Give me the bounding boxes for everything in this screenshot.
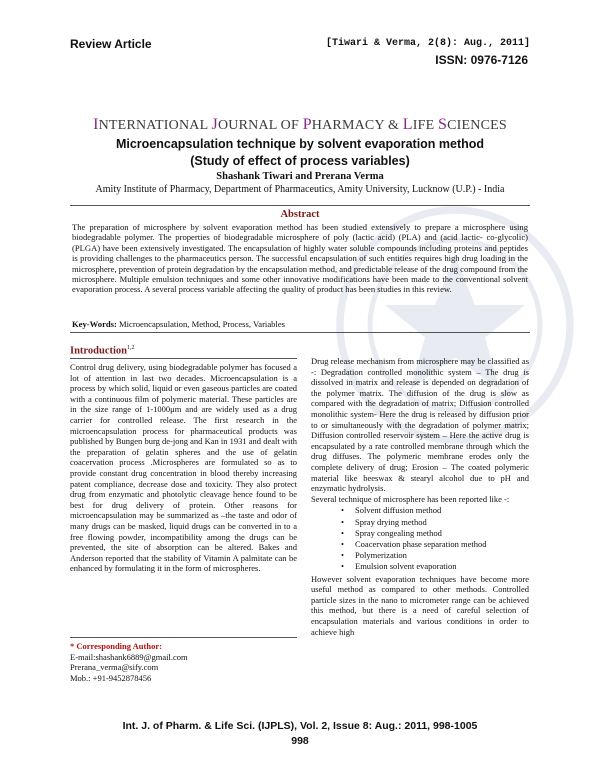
- journal-name-part: IFE: [412, 118, 439, 133]
- article-type: Review Article: [70, 37, 152, 51]
- footer-citation: Int. J. of Pharm. & Life Sci. (IJPLS), Vol. 2, Issue 8: Aug.: 2011, 998-1005: [122, 720, 478, 732]
- journal-name-cap: P: [302, 116, 312, 133]
- list-item: • Spray congealing method: [341, 528, 529, 539]
- citation: [Tiwari & Verma, 2(8): Aug., 2011]: [325, 38, 530, 49]
- journal-name-part: HARMACY &: [311, 118, 403, 133]
- list-item: • Spray drying method: [341, 517, 529, 528]
- methods-list: [311, 505, 529, 572]
- issn: ISSN: 0976-7126: [435, 53, 528, 67]
- journal-name-cap: S: [438, 116, 448, 133]
- corresponding-author-heading: * Corresponding Author:: [70, 641, 162, 651]
- paper-title-line2: (Study of effect of process variables): [190, 154, 410, 168]
- abstract-heading: Abstract: [280, 209, 320, 220]
- journal-name-part: NTERNATIONAL: [98, 118, 212, 133]
- email-link[interactable]: E-mail:shashank6889@gmail.com: [70, 651, 188, 662]
- abstract-text: The preparation of microsphere by solvent evaporation method has been studied extensively to prepare a microsphere using biodegradable polymer. The properties of biodegradable microsphere of poly (lactic acid) (PLA) and (acid lactic- co-glycolic) (PLGA) have been extensively investigated. The encapsulation of highly water soluble compounds including proteins and peptides is providing challenges to the pharmaceutics person. The successful encapsulation of such entities requires high drug loading in the microsphere, prevention of protein degradation by the encapsulation method, and predictable release of the drug compound from the microsphere. Multiple emulsion techniques and some other innovative modifications have been made to the conventional solvent evaporation process. A several process variable affecting the quality of product has been studies in this review.: [72, 222, 528, 295]
- journal-name-part: OURNAL OF: [217, 118, 303, 133]
- list-item: • Coacervation phase separation method: [341, 539, 529, 550]
- introduction-heading-refs: 1,2: [127, 345, 135, 351]
- introduction-heading: [70, 343, 297, 359]
- journal-name-cap: L: [402, 116, 413, 133]
- right-column: [311, 356, 529, 637]
- introduction-text: Control drug delivery, using biodegradable polymer has focused a lot of attention in last two decades. Microencapsulation is a process by which solid, liquid or even gaseous particles are coated with a continuous film of polymeric material. These particles are in the size range of 1-1000μm and are widely used as a drug carrier for controlled release. The first research in the microencapsulation process for pharmaceutical products was published by Bungen burg de-jong and Kan in 1931 and dealt with the preparation of gelatin spheres and the use of gelatin coacervation process .Microspheres are formulated so as to provide constant drug concentration in blood thereby increasing patent compliance, decrease dose and toxicity. They also protect drug from enzymatic and photolytic cleavage hence found to be best for drug delivery of protein. Other reasons for microencapsulation may be summarized as –the taste and odor of many drugs can be masked, liquid drugs can be converted in to a free flowing powder, incompatibility among the drugs can be prevented, the site of absorption can be altered. Bakes and Anderson reported that the stability of Vitamin A palmitate can be enhanced by formulating it in the form of microspheres.: [70, 362, 297, 574]
- authors: Shashank Tiwari and Prerana Verma: [216, 171, 384, 182]
- solvent-evaporation-paragraph: However solvent evaporation techniques have become more useful method as compared to other methods. Controlled particle sizes in the nano to micrometer range can be achieved this method, but there is a need of careful selection of encapsulation materials and various conditions in order to achieve high: [311, 573, 529, 637]
- keywords-list: Microencapsulation, Method, Process, Variables: [116, 319, 285, 329]
- mobile-number: Mob.: +91-9452878456: [70, 672, 152, 683]
- email-link[interactable]: Prerana_verma@sify.com: [70, 662, 159, 673]
- list-item: • Emulsion solvent evaporation: [341, 561, 529, 572]
- journal-name-cap: J: [211, 116, 218, 133]
- left-column: [70, 343, 297, 574]
- paper-title-line1: Microencapsulation technique by solvent evaporation method: [115, 137, 485, 151]
- techniques-intro: Several technique of microsphere has been reported like -:: [311, 493, 510, 504]
- keywords-label: Key-Words:: [72, 319, 117, 329]
- introduction-heading-text: Introduction: [70, 345, 127, 357]
- corresponding-author: [70, 637, 297, 683]
- affiliation: Amity Institute of Pharmacy, Department of Pharmaceutics, Amity University, Lucknow (U.P.) - India: [95, 184, 505, 195]
- journal-name: [0, 116, 600, 134]
- release-mechanism-paragraph: Drug release mechanism from microsphere may be classified as -: Degradation controlled monolithic system – The drug is dissolved in matrix and release is depended on degradation of the polymer matrix. The diffusion of the drug is slow as compared with the degradation of matrix; Diffusion controlled monolithic system- Here the drug is released by diffusion prior to or simultaneously with the degradation of polymer matrix; Diffusion controlled reservoir system – Here the active drug is encapsulated by a rate controlled membrane through which the drug diffuses. The polymeric membrane erodes only the complete delivery of drug; Erosion – The coated polymeric material like beeswax & stearyl alcohol due to pH and enzymatic hydrolysis.: [311, 356, 529, 494]
- keywords: [72, 319, 528, 329]
- journal-name-part: CIENCES: [447, 118, 507, 133]
- list-item: • Solvent diffusion method: [341, 505, 529, 516]
- list-item: • Polymerization: [341, 550, 529, 561]
- journal-name-cap: I: [93, 116, 99, 133]
- paper-title: [0, 136, 600, 170]
- page-number: 998: [291, 735, 309, 747]
